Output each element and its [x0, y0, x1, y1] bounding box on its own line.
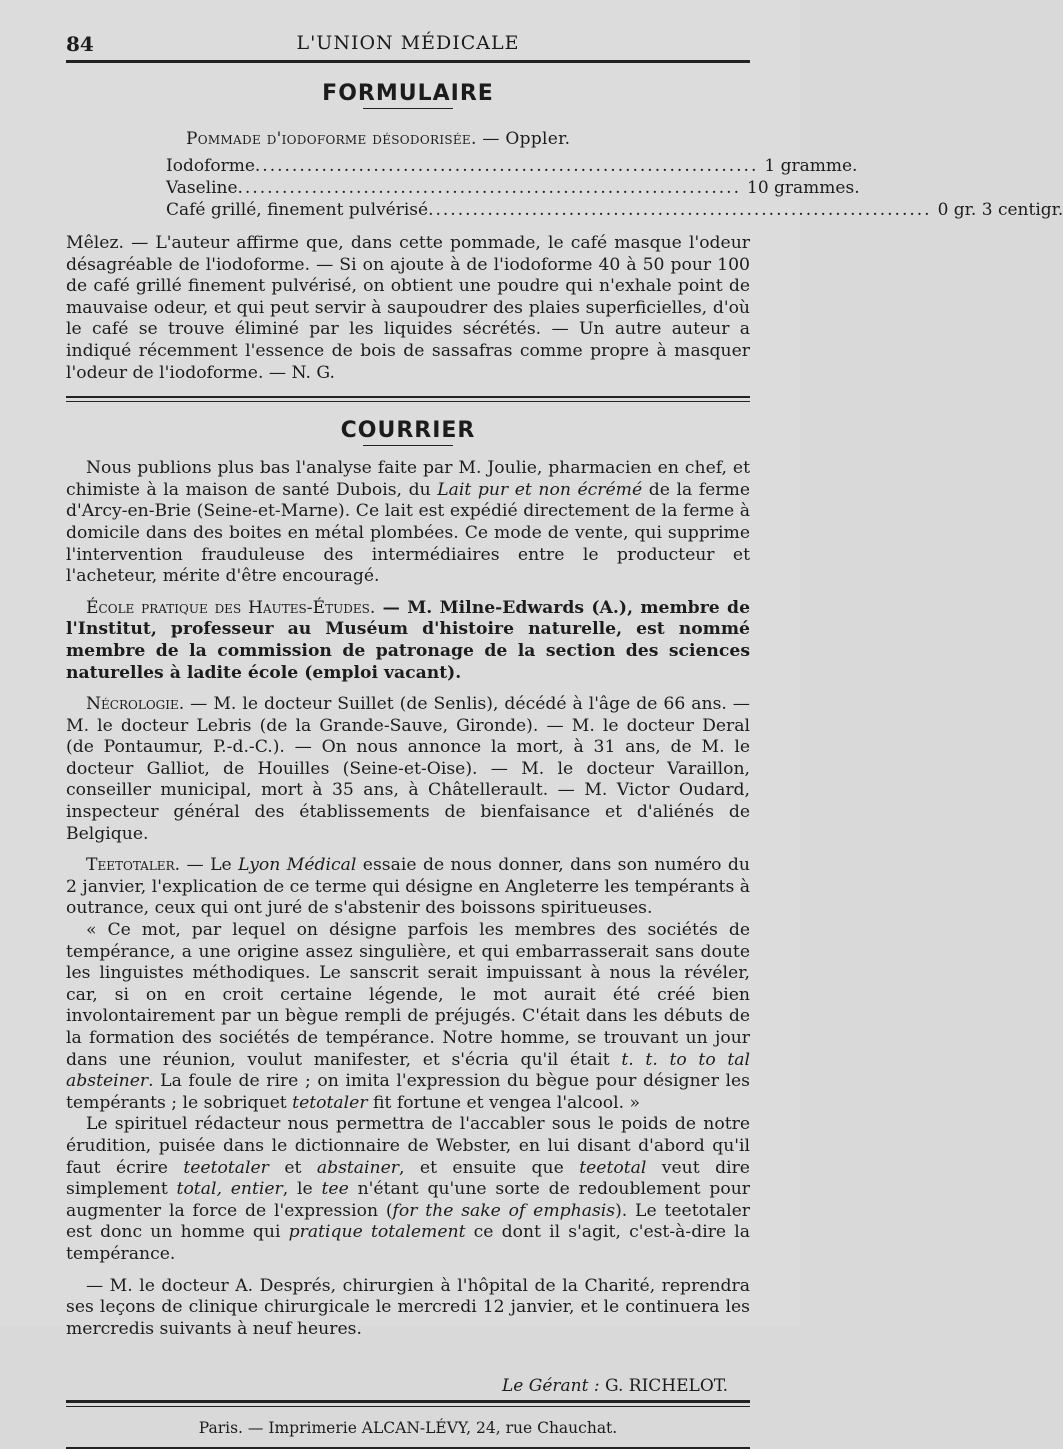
text-run: . La foule de rire ; on imita l'expression du bègue pour désigner les tempérants ; le sobriquet [66, 1071, 750, 1113]
courrier-paragraph [66, 1114, 750, 1265]
leader-dots: .................................................................... [428, 200, 932, 220]
ingredient-qty: 0 gr. 3 centigr. [937, 200, 1063, 220]
text-run: de la ferme d'Arcy-en-Brie (Seine-et-Marne). Ce lait est expédié directement de la ferme à domicile dans des boites en métal plombées. Ce mode de vente, qui supprime l'intervention frauduleuse des intermédiaires entre le producteur et l'acheteur, mérite d'être encouragé. [66, 479, 750, 587]
ingredient-row [166, 177, 860, 199]
printer-imprint: Paris. — Imprimerie ALCAN-LÉVY, 24, rue Chauchat. [198, 1419, 618, 1438]
text-run: veut dire simplement [66, 1157, 750, 1200]
formula-name: Pommade d'iodoforme désodorisée. [186, 129, 477, 149]
courrier-paragraph [66, 458, 750, 588]
ingredient-name: Vaseline [166, 178, 238, 198]
text-run: , et ensuite que [399, 1157, 580, 1178]
text-run: , le [282, 1179, 322, 1200]
title-underline [363, 108, 453, 109]
italic-run: teetotaler [183, 1157, 269, 1178]
gerant-name: G. RICHELOT. [604, 1376, 728, 1397]
paragraph-lead: Teetotaler. [86, 855, 181, 876]
text-run: — Le [180, 855, 239, 876]
ingredient-list [166, 155, 1063, 221]
courrier-paragraph: — M. le docteur A. Després, chirurgien à l'hôpital de la Charité, reprendra ses leçons de clinique chirurgicale le mercredi 12 janvier, et le continuera les mercredis suivants à neuf heures. [66, 1275, 750, 1339]
formulaire-paragraph: Mêlez. — L'auteur affirme que, dans cette pommade, le café masque l'odeur désagréable de l'iodoforme. — Si on ajoute à de l'iodoforme 40 à 50 pour 100 de café grillé finement pulvérisé, on obtient une poudre qui n'exhale point de mauvaise odeur, et qui peut servir à saupoudrer des plaies superficielles, d'où le café se trouve éliminé par les liquides sécrétés. — Un autre auteur a indiqué récemment l'essence de bois de sassafras comme propre à masquer l'odeur de l'iodoforme. — N. G. [66, 233, 750, 383]
formulaire-title: FORMULAIRE [322, 81, 494, 106]
text-run: ce dont il s'agit, c'est-à-dire la tempérance. [66, 1222, 750, 1264]
gerant-signature [66, 1376, 750, 1396]
italic-run: Lait pur et non écrémé [437, 479, 643, 500]
footer-divider [66, 1400, 750, 1407]
text-run: n'étant qu'une sorte de redoublement pour augmenter la force de l'expression ( [66, 1179, 750, 1221]
formula-author: — Oppler. [482, 129, 571, 149]
courrier-paragraph [66, 855, 750, 920]
courrier-paragraph [66, 694, 750, 845]
page-number: 84 [66, 32, 94, 56]
ingredient-name: Café grillé, finement pulvérisé [166, 200, 429, 220]
italic-run: abstainer [316, 1157, 400, 1178]
ingredient-name: Iodoforme [166, 156, 255, 176]
ingredient-row [166, 199, 1063, 221]
gerant-label: Le Gérant : [502, 1376, 600, 1397]
leader-dots: .................................................................... [237, 178, 741, 198]
formula-heading [186, 129, 750, 149]
ingredient-qty: 10 grammes. [747, 178, 860, 198]
text-run: essaie de nous donner, dans son numéro du 2 janvier, l'explication de ce terme qui désigne en Angleterre les tempérants à outrance, ceux qui ont juré de s'abstenir des boissons spiritueuses. [66, 855, 750, 919]
paragraph-lead: École pratique des Hautes-Études. [86, 597, 376, 618]
text-run: — M. le docteur Suillet (de Senlis), décédé à l'âge de 66 ans. — M. le docteur Lebris (de la Grande-Sauve, Gironde). — M. le docteur Deral (de Pontaumur, P.-d.-C.). — On nous annonce la mort, à 31 ans, de M. le docteur Galliot, de Houilles (Seine-et-Oise). — M. le docteur Varaillon, conseiller municipal, mort à 35 ans, à Châtellerault. — M. Victor Oudard, inspecteur général des établissements de bienfaisance et d'aliénés de Belgique. [66, 694, 750, 844]
ingredient-qty: 1 gramme. [764, 156, 858, 176]
ingredient-row [166, 155, 858, 177]
italic-run: tetotaler [292, 1092, 368, 1113]
text-run: « Ce mot, par lequel on désigne parfois les membres des sociétés de tempérance, a une origine assez singulière, et qui embarrasserait sans doute les linguistes méthodiques. Le sanscrit serait impuissant à nous la révéler, car, si on en croit certaine légende, le mot aurait été créé bien involontairement par un bègue rempli de préjugés. C'était dans les débuts de la formation des sociétés de tempérance. Notre homme, se trouvant un jour dans une réunion, voulut manifester, et s'écria qu'il était [66, 920, 750, 1070]
paragraph-lead: Nécrologie. [86, 694, 185, 715]
courrier-paragraph [66, 920, 750, 1114]
leader-dots: .................................................................... [254, 156, 759, 176]
running-head [66, 30, 750, 63]
italic-run: tee [321, 1179, 349, 1200]
italic-run: pratique totalement [288, 1222, 466, 1243]
section-divider [66, 396, 750, 402]
text-run: Nous publions plus bas l'analyse faite par M. Joulie, pharmacien en chef, et chimiste à la maison de santé Dubois, du [66, 458, 750, 500]
text-run: fit fortune et vengea l'alcool. » [367, 1092, 641, 1113]
italic-run: for the sake of emphasis [392, 1200, 616, 1221]
text-run: et [268, 1157, 317, 1178]
italic-run: total, entier [176, 1179, 283, 1200]
text-run: ). Le teetotaler est donc un homme qui [66, 1200, 750, 1243]
text-run: — M. Milne-Edwards (A.), membre de l'Institut, professeur au Muséum d'histoire naturelle, est nommé membre de la commission de patronage de la section des sciences naturelles à ladite école (emploi vacant). [66, 597, 750, 683]
courrier-paragraph [66, 598, 750, 684]
courrier-title: COURRIER [340, 418, 476, 444]
journal-title: L'UNION MÉDICALE [296, 32, 520, 54]
italic-run: teetotal [579, 1157, 647, 1178]
text-run: Le spirituel rédacteur nous permettra de l'accabler sous le poids de notre érudition, puisée dans le dictionnaire de Webster, en lui disant d'abord qu'il faut écrire [66, 1114, 750, 1178]
italic-run: t. t. to to tal absteiner [66, 1049, 750, 1092]
italic-run: Lyon Médical [238, 855, 357, 876]
